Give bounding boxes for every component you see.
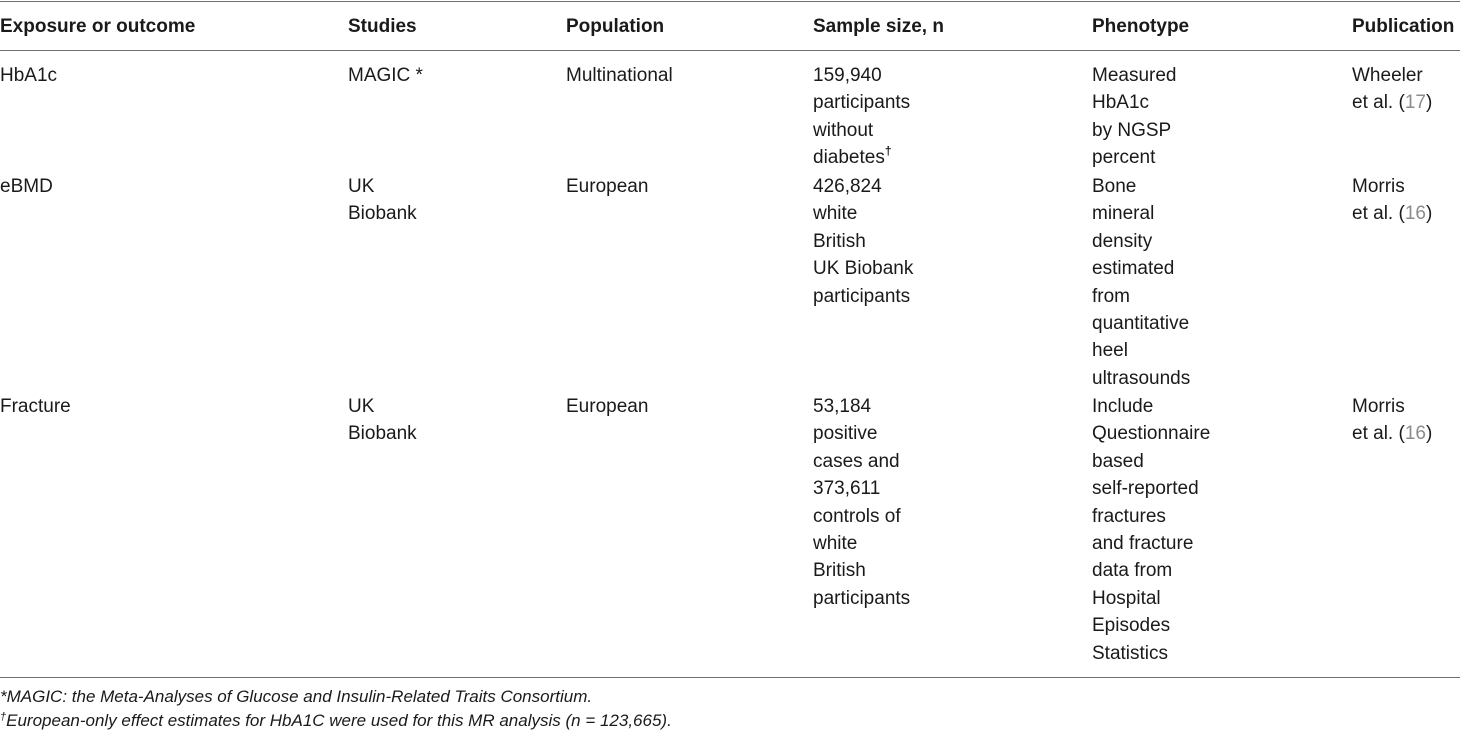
header-exposure: Exposure or outcome: [0, 16, 196, 37]
cell-publication: Wheeler et al. (17): [1352, 65, 1433, 114]
cell-population: European: [566, 396, 649, 417]
cell-phenotype: Measured HbA1c by NGSP percent: [1092, 65, 1177, 169]
reference-link[interactable]: 16: [1404, 203, 1426, 225]
reference-link[interactable]: 16: [1404, 423, 1426, 445]
cell-population: European: [566, 176, 649, 197]
reference-link[interactable]: 17: [1404, 92, 1426, 114]
footnote-mark: †: [884, 144, 892, 159]
header-rule: [0, 50, 1460, 51]
cell-sample-size: 426,824 white British UK Biobank participants: [813, 176, 914, 307]
cell-exposure: eBMD: [0, 176, 53, 197]
table-top-rule: [0, 1, 1460, 2]
cell-sample-size: 53,184 positive cases and 373,611 controls of white British participants: [813, 396, 911, 609]
header-population: Population: [566, 16, 665, 37]
header-sample-size: Sample size, n: [813, 16, 944, 37]
table-bottom-rule: [0, 677, 1460, 678]
cell-exposure: Fracture: [0, 396, 71, 417]
cell-phenotype: Include Questionnaire based self-reported fractures and fracture data from Hospital Episodes Statistics: [1092, 396, 1211, 664]
header-publication: Publication: [1352, 16, 1455, 37]
cell-sample-size: 159,940 participants without diabetes†: [813, 65, 911, 169]
cell-population: Multinational: [566, 65, 673, 86]
cell-publication: Morris et al. (16): [1352, 176, 1433, 225]
cell-publication: Morris et al. (16): [1352, 396, 1433, 445]
footnote-european: †European-only effect estimates for HbA1C were used for this MR analysis (n = 123,665).: [0, 711, 672, 730]
cell-studies: UK Biobank: [348, 396, 417, 445]
header-studies: Studies: [348, 16, 417, 37]
footnote-magic: *MAGIC: the Meta-Analyses of Glucose and Insulin-Related Traits Consortium.: [0, 687, 593, 706]
cell-exposure: HbA1c: [0, 65, 58, 86]
header-phenotype: Phenotype: [1092, 16, 1190, 37]
cell-phenotype: Bone mineral density estimated from quantitative heel ultrasounds: [1092, 176, 1191, 389]
cell-studies: MAGIC *: [348, 65, 423, 86]
cell-studies: UK Biobank: [348, 176, 417, 225]
